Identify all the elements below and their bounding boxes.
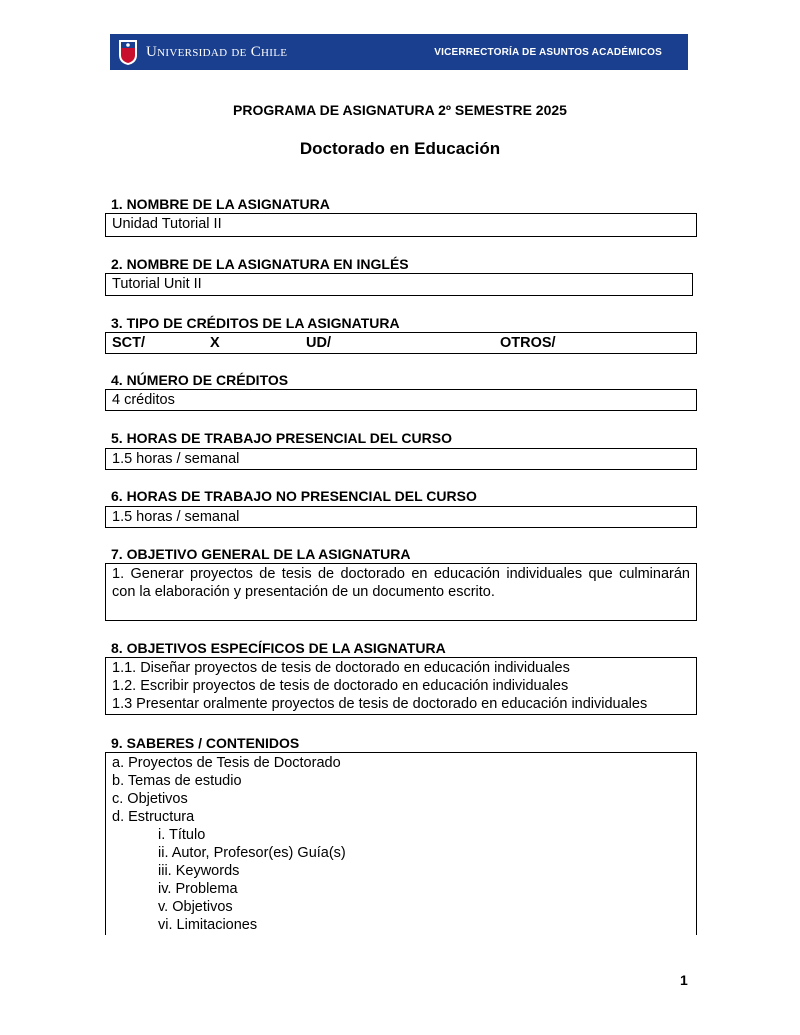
section-8-heading: 8. OBJETIVOS ESPECÍFICOS DE LA ASIGNATURA — [111, 640, 446, 656]
content-subitem: i. Título — [158, 827, 206, 843]
header-banner — [110, 34, 688, 70]
section-7-heading: 7. OBJETIVO GENERAL DE LA ASIGNATURA — [111, 546, 411, 562]
university-shield-icon — [118, 38, 138, 66]
content-subitem: v. Objetivos — [158, 899, 233, 915]
section-2-box — [105, 273, 693, 296]
section-6-box — [105, 506, 697, 528]
sct-label: SCT/ — [112, 335, 146, 351]
content-subitem: iv. Problema — [158, 881, 238, 897]
section-4-heading: 4. NÚMERO DE CRÉDITOS — [111, 372, 289, 388]
page-number: 1 — [680, 972, 688, 988]
content-item: d. Estructura — [112, 809, 195, 825]
section-3-box — [105, 332, 697, 354]
section-5-heading: 5. HORAS DE TRABAJO PRESENCIAL DEL CURSO — [111, 430, 452, 446]
content-item: b. Temas de estudio — [112, 773, 242, 789]
section-3-heading: 3. TIPO DE CRÉDITOS DE LA ASIGNATURA — [111, 315, 400, 331]
section-7-box — [105, 563, 697, 621]
section-6-heading: 6. HORAS DE TRABAJO NO PRESENCIAL DEL CURSO — [111, 488, 477, 504]
specific-objective-item: 1.3 Presentar oralmente proyectos de tesis de doctorado en educación individuales — [112, 696, 648, 712]
specific-objective-item: 1.1. Diseñar proyectos de tesis de doctorado en educación individuales — [112, 660, 570, 676]
section-4-box — [105, 389, 697, 411]
otros-label: OTROS/ — [500, 335, 556, 351]
course-name-english-value: Tutorial Unit II — [112, 276, 202, 292]
specific-objective-item: 1.2. Escribir proyectos de tesis de doctorado en educación individuales — [112, 678, 569, 694]
content-subitem: iii. Keywords — [158, 863, 240, 879]
ud-label: UD/ — [306, 335, 331, 351]
section-8-box — [105, 657, 697, 715]
section-2-heading: 2. NOMBRE DE LA ASIGNATURA EN INGLÉS — [111, 256, 409, 272]
program-name: Doctorado en Educación — [299, 139, 501, 158]
vicerrectoria-label: VICERRECTORÍA DE ASUNTOS ACADÉMICOS — [434, 46, 662, 58]
credits-value: 4 créditos — [112, 392, 175, 408]
program-title: PROGRAMA DE ASIGNATURA 2º SEMESTRE 2025 — [233, 102, 567, 118]
non-presential-hours-value: 1.5 horas / semanal — [112, 509, 240, 525]
sct-mark: X — [210, 335, 220, 351]
content-subitem: vi. Limitaciones — [158, 917, 258, 933]
section-1-box — [105, 213, 697, 237]
content-subitem: ii. Autor, Profesor(es) Guía(s) — [158, 845, 346, 861]
presential-hours-value: 1.5 horas / semanal — [112, 451, 240, 467]
section-9-heading: 9. SABERES / CONTENIDOS — [111, 735, 300, 751]
course-name-value: Unidad Tutorial II — [112, 216, 222, 232]
university-name: Universidad de Chile — [146, 43, 288, 60]
section-9-box — [105, 752, 697, 935]
general-objective-value: 1. Generar proyectos de tesis de doctorado en educación individuales que culminarán con la elaboración y presentación de un documento escrito. — [112, 566, 690, 600]
section-1-heading: 1. NOMBRE DE LA ASIGNATURA — [111, 196, 330, 212]
section-5-box — [105, 448, 697, 470]
content-item: c. Objetivos — [112, 791, 188, 807]
content-item: a. Proyectos de Tesis de Doctorado — [112, 755, 341, 771]
